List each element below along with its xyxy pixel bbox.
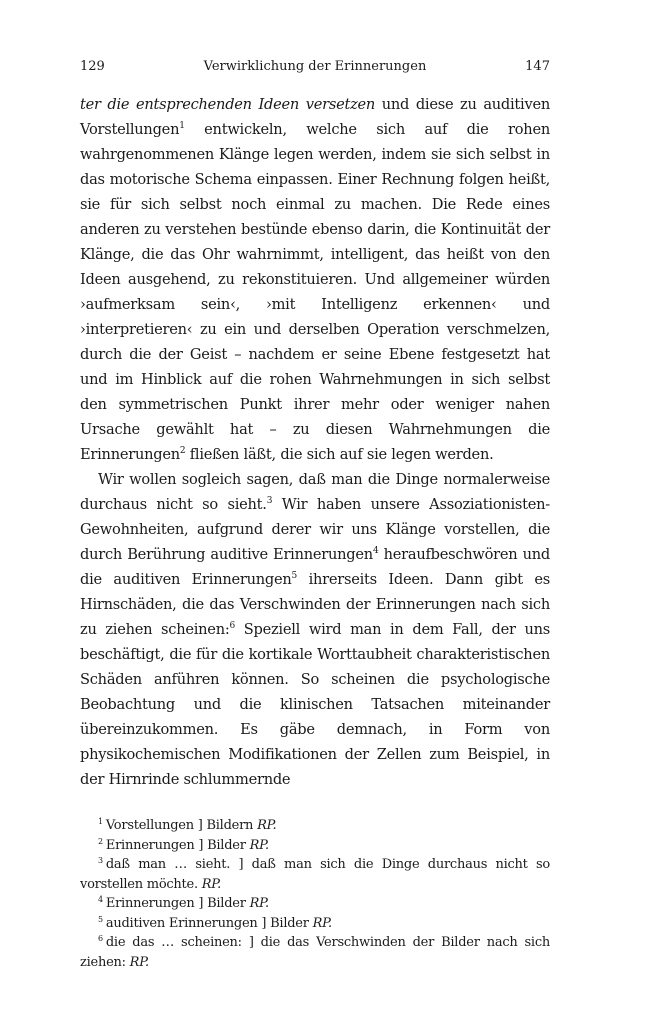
footnote-source: RP. xyxy=(312,915,332,931)
text-span: heraufbeschwören und die auditiven Erinnerungen xyxy=(80,546,550,588)
footnote-6 xyxy=(80,933,550,972)
footnote-text: daß man … sieht. ] daß man sich die Dinge durchaus nicht so vorstellen möchte. xyxy=(80,857,550,892)
footnote-source: RP. xyxy=(201,876,222,892)
footnote-4 xyxy=(80,894,550,914)
footnote-number: 6 xyxy=(98,934,103,943)
right-page-number: 147 xyxy=(525,59,550,74)
body-text xyxy=(80,92,550,792)
footnote-number: 5 xyxy=(98,914,103,924)
left-page-number: 129 xyxy=(80,59,105,74)
footnote-2 xyxy=(80,836,550,856)
text-span: Speziell wird man in dem Fall, der uns beschäftigt, die für die kortikale Worttaubheit charakteristischen Schäden anführen können. So scheinen die psychologische Beobachtung und die klinischen Tatsachen miteinander übereinzukommen. Es gäbe demnach, in Form von physikochemischen Modifikationen der Zellen zum Beispiel, in der Hirnrinde schlummernde xyxy=(80,621,551,788)
footnote-text: Erinnerungen ] Bilder xyxy=(105,896,250,911)
footnote-text: auditiven Erinnerungen ] Bilder xyxy=(105,915,313,931)
text-span: fließen läßt, die sich auf sie legen werden. xyxy=(185,446,494,463)
footnote-ref-3: 3 xyxy=(266,496,273,506)
footnote-ref-1: 1 xyxy=(179,121,185,131)
text-span: und diese zu auditiven Vorstellungen xyxy=(80,96,550,138)
footnote-source: RP. xyxy=(257,818,277,833)
footnote-ref-5: 5 xyxy=(291,571,298,581)
footnote-source: RP. xyxy=(249,837,269,853)
paragraph-2 xyxy=(80,467,550,792)
footnote-number: 4 xyxy=(98,895,103,904)
italic-phrase: ter die entsprechenden Ideen versetzen xyxy=(80,96,376,113)
footnote-number: 1 xyxy=(98,817,103,826)
footnote-ref-4: 4 xyxy=(372,546,379,556)
running-head xyxy=(80,58,550,76)
footnote-ref-2: 2 xyxy=(179,446,186,456)
footnote-text: die das … scheinen: ] die das Verschwinden der Bilder nach sich ziehen: xyxy=(80,935,550,970)
text-span: Wir haben unsere Assoziationisten-Gewohnheiten, aufgrund derer wir uns Klänge vorstellen, die durch Berührung auditive Erinnerungen xyxy=(80,496,550,563)
running-title: Verwirklichung der Erinnerungen xyxy=(203,59,427,74)
footnote-1 xyxy=(80,816,550,836)
footnote-source: RP. xyxy=(129,954,149,970)
book-page xyxy=(80,58,550,972)
footnote-number: 2 xyxy=(98,836,103,846)
footnote-5 xyxy=(80,914,550,934)
paragraph-1 xyxy=(80,92,550,467)
footnote-number: 3 xyxy=(98,856,103,865)
footnote-text: Erinnerungen ] Bilder xyxy=(105,837,250,853)
footnote-3 xyxy=(80,855,550,894)
text-span: Wir wollen sogleich sagen, daß man die Dinge normalerweise durchaus nicht so sieht. xyxy=(80,471,550,513)
text-span: ihrerseits Ideen. Dann gibt es Hirnschäden, die das Verschwinden der Erinnerungen nach sich zu ziehen scheinen: xyxy=(80,571,550,638)
footnote-source: RP. xyxy=(249,896,269,911)
footnotes xyxy=(80,816,550,972)
text-span: entwickeln, welche sich auf die rohen wahrgenommenen Klänge legen werden, indem sie sich selbst in das motorische Schema einpassen. Einer Rechnung folgen heißt, sie für sich selbst noch einmal zu machen. Die Rede eines anderen zu verstehen bestünde ebenso darin, die Kontinuität der Klänge, die das Ohr wahrnimmt, intelligent, das heißt von den Ideen ausgehend, zu rekonstituieren. Und allgemeiner würden ›aufmerksam sein‹, ›mit Intelligenz erkennen‹ und ›interpretieren‹ zu ein und derselben Operation verschmelzen, durch die der Geist – nachdem er seine Ebene festgesetzt hat und im Hinblick auf die rohen Wahrnehmungen in sich selbst den symmetrischen Punkt ihrer mehr oder weniger nahen Ursache gewählt hat – zu diesen Wahrnehmungen die Erinnerungen xyxy=(80,121,550,463)
footnote-text: Vorstellungen ] Bildern xyxy=(105,818,258,833)
footnote-ref-6: 6 xyxy=(229,621,235,631)
